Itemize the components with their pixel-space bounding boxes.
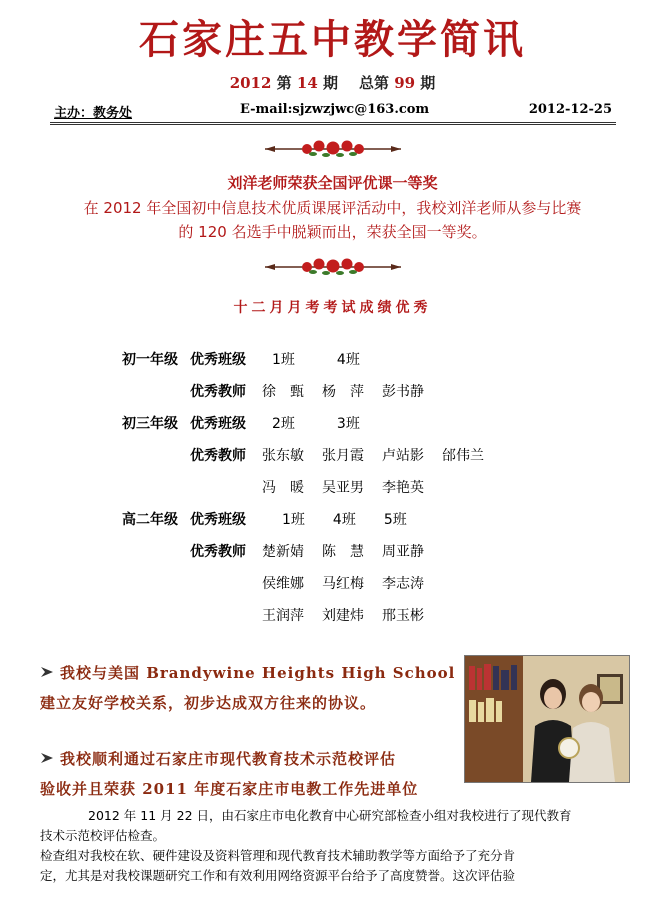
honor-value: 马红梅 [322, 576, 364, 592]
article3-title-line2: 建立友好学校关系，初步达成双方往来的协议。 [40, 694, 377, 712]
info-bar [50, 102, 616, 125]
kind-label: 优秀班级 [190, 416, 246, 432]
article4-para2-line2: 定，尤其是对我校课题研究工作和有效利用网络资源平台给予了高度赞誉。这次评估验 [40, 868, 516, 883]
article1-body [30, 196, 635, 244]
honor-value: 周亚静 [382, 544, 424, 560]
honor-value: 1班 [282, 512, 305, 528]
article4-para2-line1: 检查组对我校在软、硬件建设及资料管理和现代教育技术辅助教学等方面给予了充分肯 [40, 848, 516, 863]
article4-para1-line2: 技术示范校评估检查。 [40, 828, 166, 843]
kind-label: 优秀教师 [190, 448, 246, 464]
masthead-title: 石家庄五中教学简讯 [139, 16, 526, 63]
bullet-arrow-icon [40, 665, 54, 679]
honor-value: 陈 慧 [322, 544, 364, 560]
article2-title: 十二月月考考试成绩优秀 [233, 300, 432, 316]
bullet-arrow-icon [40, 751, 54, 765]
issue-qi: 期 [323, 74, 339, 92]
article1-line1: 在 2012 年全国初中信息技术优质课展评活动中，我校刘洋老师从参与比赛 [83, 199, 582, 217]
honor-value: 邰伟兰 [442, 448, 484, 464]
honor-values [262, 573, 442, 593]
grade-label: 高二年级 [122, 512, 178, 528]
honor-value: 4班 [332, 512, 356, 528]
honor-values [262, 605, 442, 625]
honor-values [262, 541, 442, 561]
article4-body [40, 806, 615, 886]
honor-value: 王润萍 [262, 608, 304, 624]
article4-title [40, 744, 480, 804]
article1-title: 刘洋老师荣获全国评优课一等奖 [227, 174, 438, 192]
honor-value: 1班 [272, 352, 295, 368]
issue-date: 2012-12-25 [528, 102, 612, 117]
issue-di: 第 [276, 74, 292, 92]
rose-ornament-icon [263, 257, 403, 277]
article3-title-line1: 我校与美国 Brandywine Heights High School [60, 664, 456, 682]
kind-label: 优秀教师 [190, 384, 246, 400]
kind-label: 优秀教师 [190, 544, 246, 560]
honor-value: 冯 暖 [262, 480, 304, 496]
honor-values [282, 509, 425, 529]
honor-values [262, 381, 442, 401]
honor-value: 楚新婧 [262, 544, 304, 560]
honor-value: 张月霞 [322, 448, 364, 464]
honor-values [262, 477, 442, 497]
photo [464, 655, 630, 783]
issue-year: 2012 [229, 74, 272, 92]
honor-value: 3班 [336, 416, 360, 432]
honor-value: 李艳英 [382, 480, 424, 496]
honor-value: 4班 [336, 352, 360, 368]
grade-label: 初一年级 [122, 352, 178, 368]
kind-label: 优秀班级 [190, 512, 246, 528]
issue-total-qi: 期 [420, 74, 436, 92]
honor-value: 侯维娜 [262, 576, 304, 592]
honor-value: 邢玉彬 [382, 608, 424, 624]
issue-line [0, 72, 665, 93]
kind-label: 优秀班级 [190, 352, 246, 368]
grade-label: 初三年级 [122, 416, 178, 432]
sponsor: 主办：教务处 [54, 106, 133, 121]
article3-title [40, 658, 460, 718]
article1-line2: 的 120 名选手中脱颖而出，荣获全国一等奖。 [178, 223, 487, 241]
honor-value: 5班 [383, 512, 407, 528]
rose-ornament-icon [263, 139, 403, 159]
article4-para1-line1: 2012 年 11 月 22 日，由石家庄市电化教育中心研究部检查小组对我校进行了现代教育 [88, 808, 572, 823]
honor-value: 刘建炜 [322, 608, 364, 624]
honor-values [272, 413, 378, 433]
photo-illustration [465, 656, 629, 782]
honor-value: 张东敏 [262, 448, 304, 464]
issue-number: 14 [296, 74, 318, 92]
honor-values [262, 445, 502, 465]
honor-value: 吴亚男 [322, 480, 364, 496]
honor-value: 卢站影 [382, 448, 424, 464]
honor-value: 杨 萍 [322, 384, 364, 400]
honor-value: 李志涛 [382, 576, 424, 592]
honor-value: 彭书静 [382, 384, 424, 400]
honor-value: 徐 甄 [262, 384, 304, 400]
email: E-mail:sjzwzjwc@163.com [240, 102, 430, 117]
issue-total-number: 99 [394, 74, 416, 92]
honor-values [272, 349, 378, 369]
article4-title-line1: 我校顺利通过石家庄市现代教育技术示范校评估 [60, 750, 397, 768]
honor-value: 2班 [272, 416, 295, 432]
issue-total-label: 总第 [358, 74, 389, 92]
article4-title-line2: 验收并且荣获 2011 年度石家庄市电教工作先进单位 [40, 780, 419, 798]
